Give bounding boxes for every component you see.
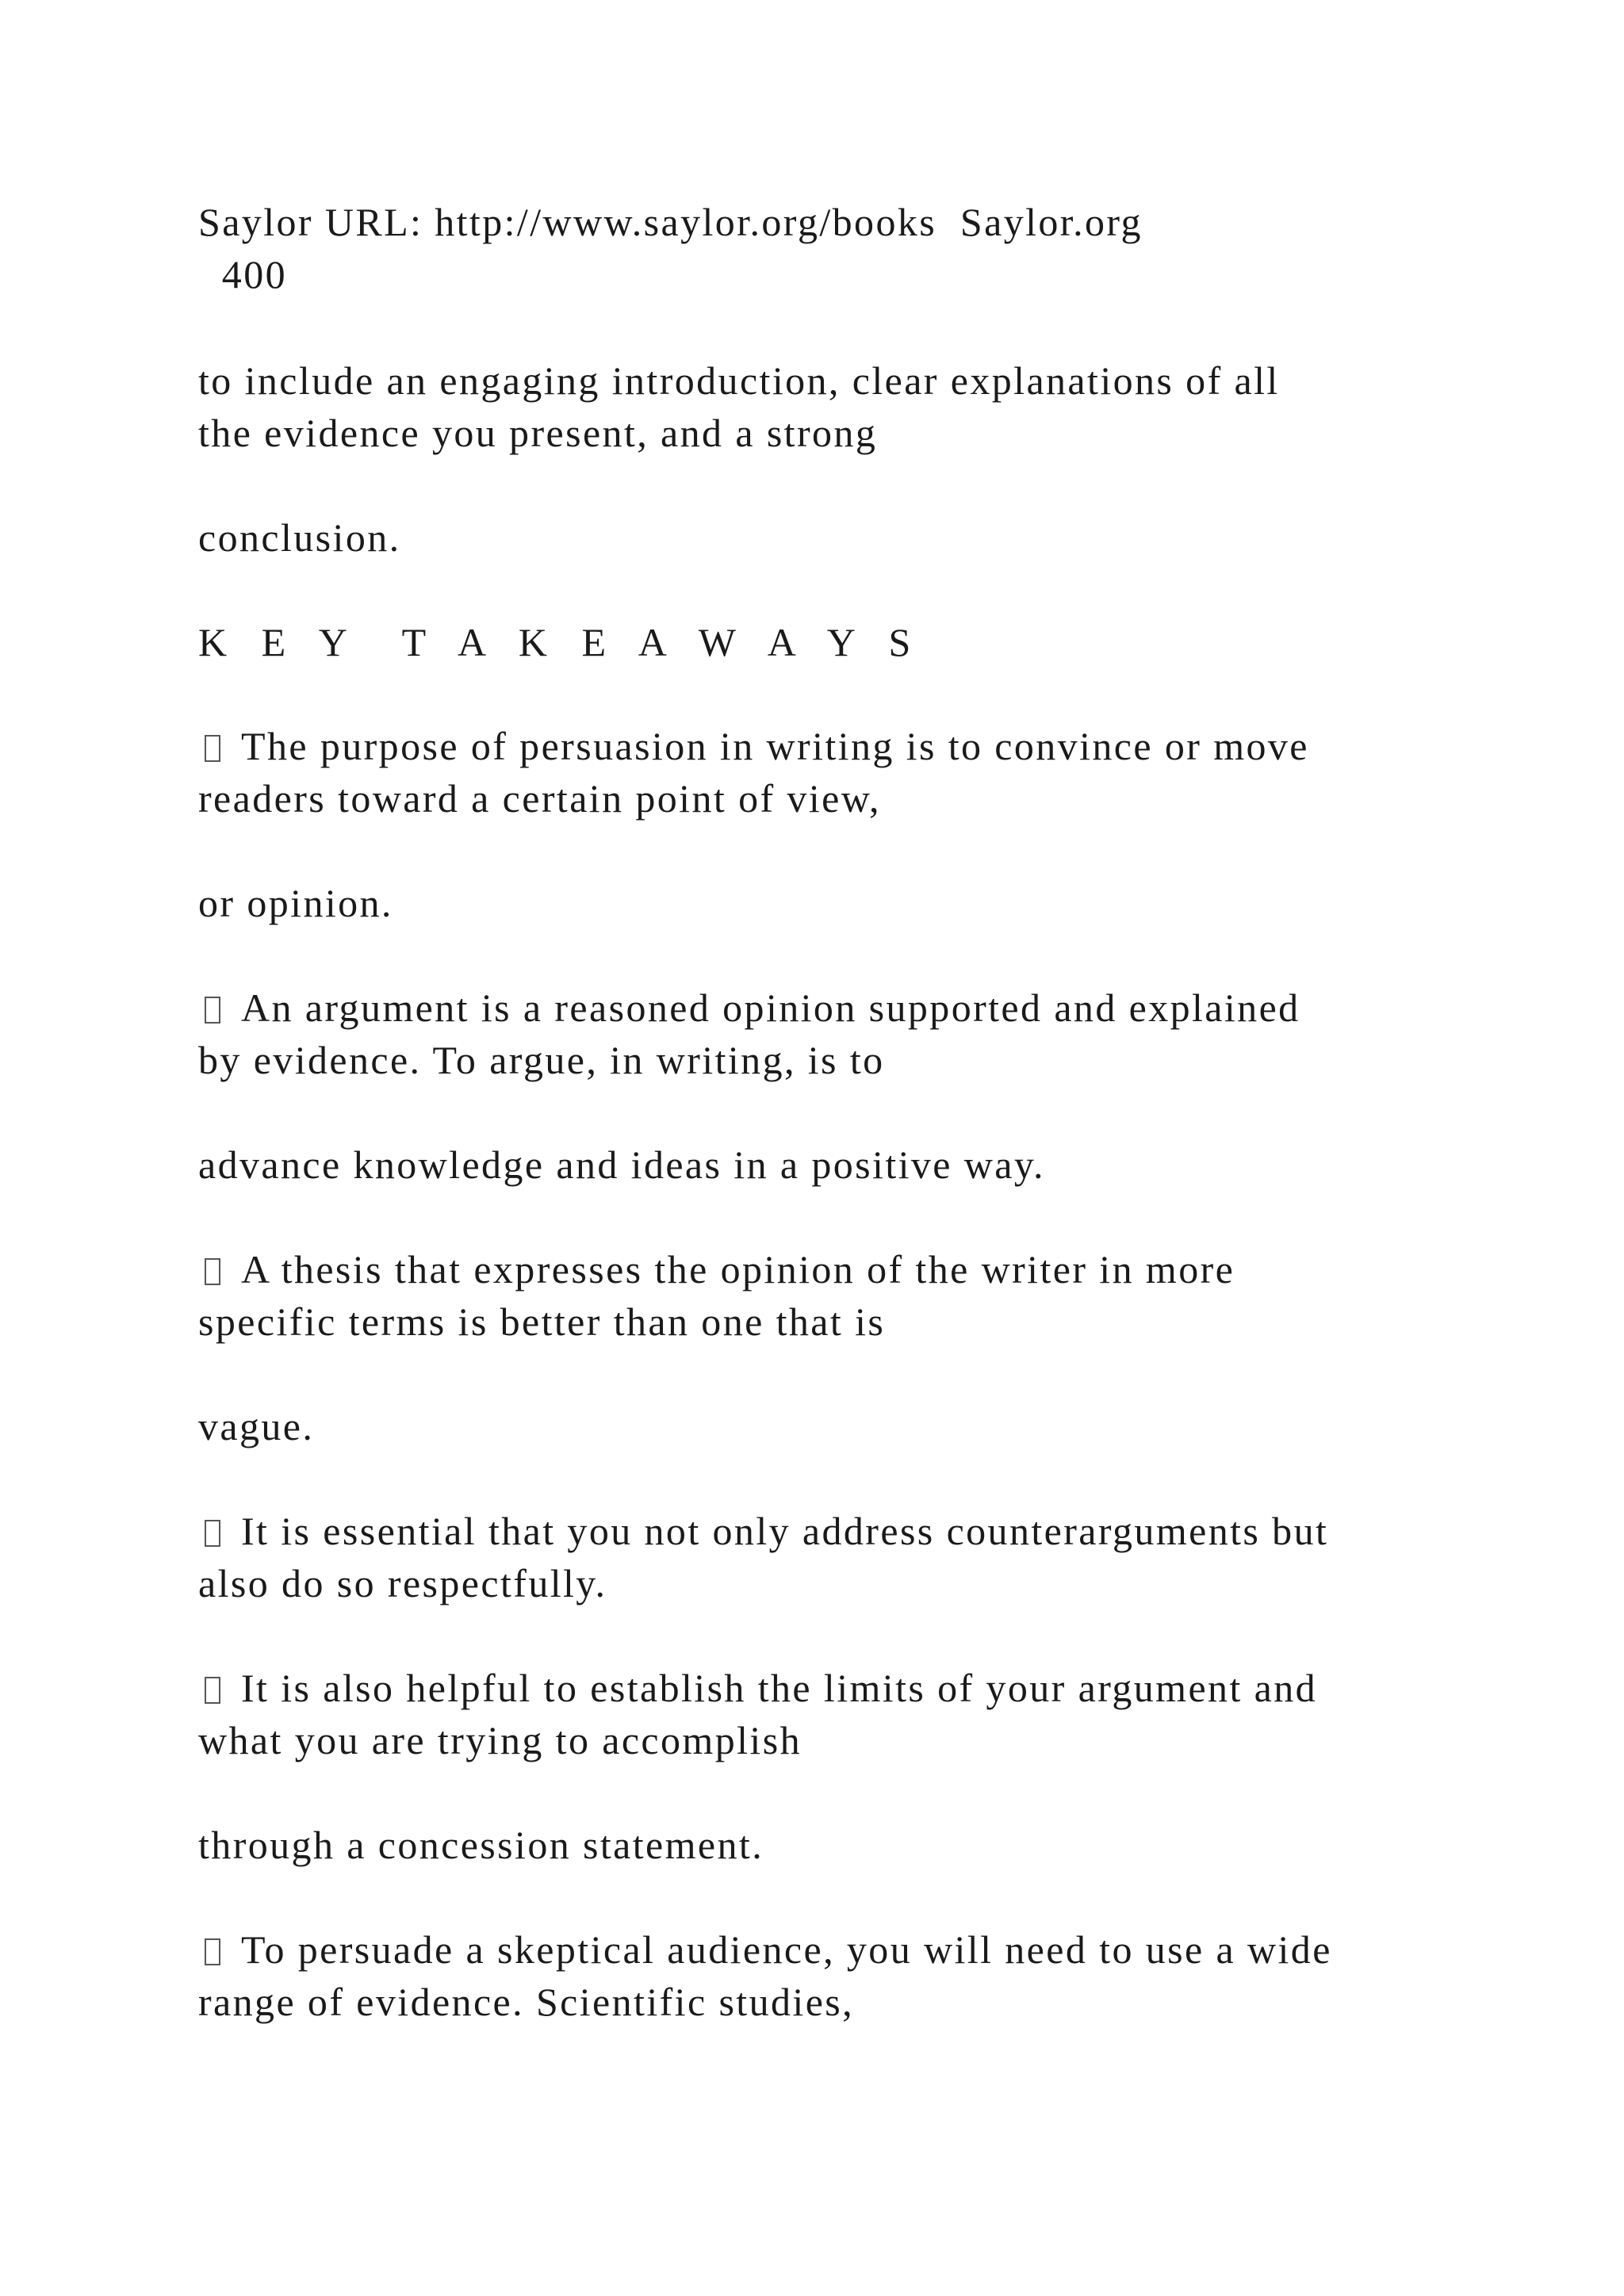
intro-line-2: the evidence you present, and a strong [198, 411, 878, 455]
takeaway-continuation: readers toward a certain point of view, [198, 776, 881, 821]
takeaway-text: A thesis that expresses the opinion of the writer in more [241, 1247, 1235, 1292]
takeaway-text: An argument is a reasoned opinion supported and explained [241, 985, 1300, 1030]
takeaway-item [198, 1243, 1235, 1295]
takeaway-item [198, 982, 1300, 1034]
header-source-line: Saylor URL: http://www.saylor.org/books Saylor.org [198, 200, 1143, 244]
page-number: 400 [198, 252, 287, 297]
takeaway-text: It is essential that you not only address counterarguments but [241, 1509, 1329, 1553]
takeaway-continuation: advance knowledge and ideas in a positive way. [198, 1142, 1045, 1187]
takeaway-continuation: also do so respectfully. [198, 1561, 607, 1605]
takeaway-item [198, 1923, 1332, 1976]
takeaway-item [198, 720, 1309, 772]
takeaway-continuation: range of evidence. Scientific studies, [198, 1980, 855, 2024]
bullet-box-icon [205, 1520, 220, 1547]
takeaway-continuation: or opinion. [198, 881, 393, 925]
takeaway-continuation: by evidence. To argue, in writing, is to [198, 1038, 885, 1082]
takeaway-text: To persuade a skeptical audience, you will need to use a wide [241, 1927, 1332, 1972]
takeaway-continuation: specific terms is better than one that is [198, 1299, 886, 1344]
bullet-box-icon [205, 1677, 220, 1704]
takeaway-continuation: what you are trying to accomplish [198, 1718, 802, 1762]
intro-line-1: to include an engaging introduction, clear explanations of all [198, 358, 1280, 403]
intro-line-3: conclusion. [198, 515, 401, 560]
takeaway-continuation: vague. [198, 1404, 315, 1448]
bullet-box-icon [205, 735, 220, 762]
bullet-box-icon [205, 1938, 220, 1965]
bullet-box-icon [205, 997, 220, 1024]
section-heading: K E Y T A K E A W A Y S [198, 620, 923, 664]
takeaway-continuation: through a concession statement. [198, 1823, 764, 1867]
takeaway-text: The purpose of persuasion in writing is to convince or move [241, 724, 1309, 768]
takeaway-item [198, 1505, 1328, 1557]
takeaway-item [198, 1662, 1317, 1714]
takeaway-text: It is also helpful to establish the limits of your argument and [241, 1666, 1318, 1710]
bullet-box-icon [205, 1258, 220, 1285]
